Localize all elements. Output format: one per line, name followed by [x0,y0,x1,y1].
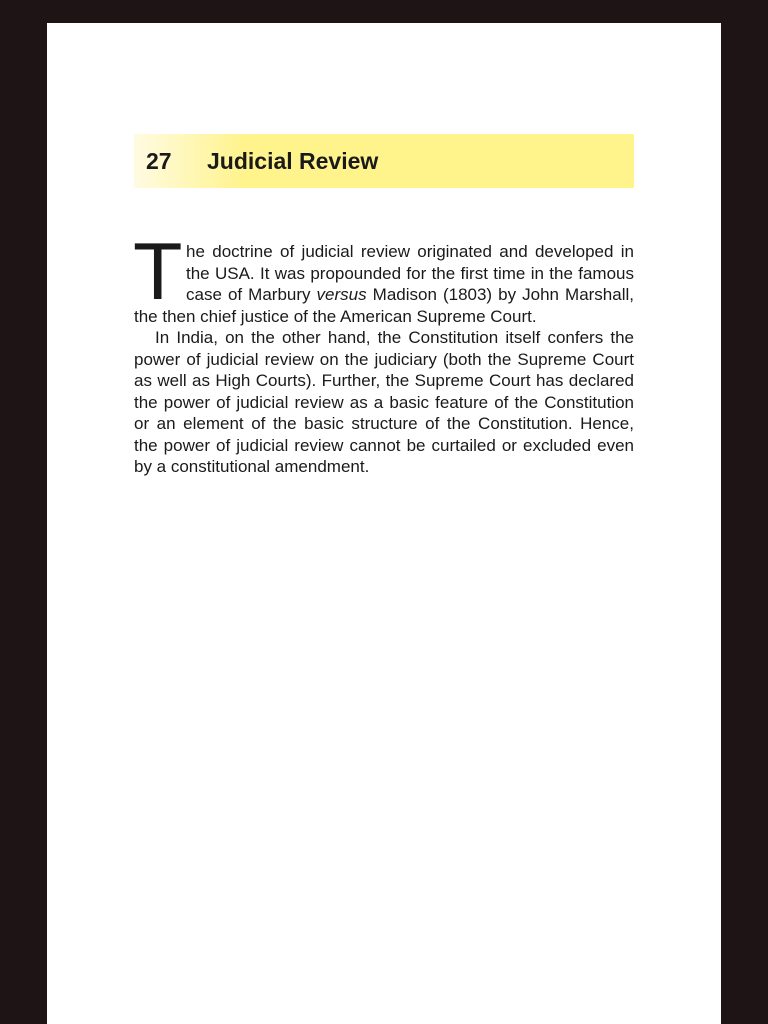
text-line: or an element of the basic structure of the Constitution. Hence, [134,414,634,433]
paragraph-1 [134,241,634,327]
text-line: as well as High Courts). Further, the Supreme Court has declared [134,371,634,390]
text-line: the then chief justice of the American Supreme Court. [134,306,537,326]
chapter-header [134,134,634,188]
body-text [134,241,634,478]
chapter-number: 27 [146,147,172,174]
paragraph-2 [134,327,634,478]
text-line: by a constitutional amendment. [134,457,370,476]
text-line: the USA. It was propounded for the first time in the famous [186,263,634,283]
text-line: the power of judicial review cannot be curtailed or excluded even [134,435,634,455]
italic-term: versus [316,285,367,304]
text-line [134,284,634,306]
text-line: In India, on the other hand, the Constitution itself confers the [155,328,634,347]
drop-cap: T [133,227,183,317]
text-line: the power of judicial review as a basic feature of the Constitution [134,392,634,412]
text-line: power of judicial review on the judiciary (both the Supreme Court [134,349,634,369]
text-run: case of Marbury [186,285,317,304]
text-run: Madison (1803) by John Marshall, [366,285,634,304]
text-line: he doctrine of judicial review originated and developed in [186,242,634,261]
chapter-title: Judicial Review [207,147,379,174]
reader-page[interactable] [47,23,721,1024]
